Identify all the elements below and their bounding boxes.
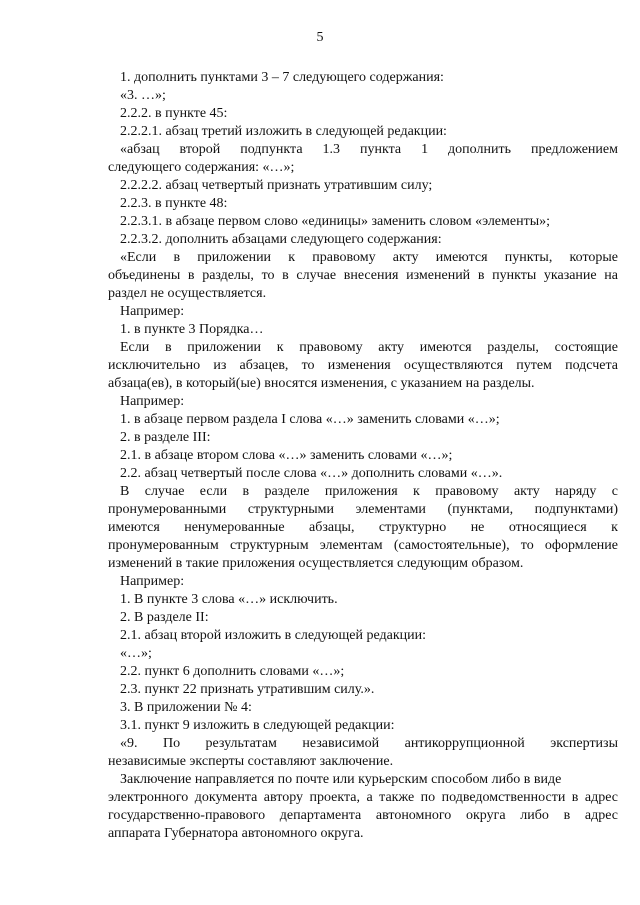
- text-line: аппарата Губернатора автономного округа.: [108, 826, 364, 841]
- text-line: «…»;: [120, 646, 152, 661]
- text-line: следующего содержания: «…»;: [108, 160, 295, 175]
- text-line: 3. В приложении № 4:: [120, 700, 252, 715]
- text-line: 2.3. пункт 22 признать утратившим силу.».: [120, 682, 375, 697]
- text-line: пронумерованными структурными элементами (пунктами, подпунктами): [108, 502, 618, 517]
- document-body: [108, 69, 618, 843]
- text-line: Например:: [120, 304, 185, 319]
- text-line: Например:: [120, 574, 185, 589]
- text-line: 2.2.3.2. дополнить абзацами следующего содержания:: [120, 232, 442, 247]
- text-line: изменений в такие приложения осуществляется следующим образом.: [108, 556, 524, 571]
- text-line: Например:: [120, 394, 185, 409]
- text-line: 2.2. пункт 6 дополнить словами «…»;: [120, 664, 345, 679]
- text-line: «Если в приложении к правовому акту имеются пункты, которые: [120, 250, 618, 265]
- text-line: 2.2.2. в пункте 45:: [120, 106, 228, 121]
- text-line: абзаца(ев), в который(ые) вносятся изменения, с указанием на разделы.: [108, 376, 535, 391]
- text-line: раздел не осуществляется.: [108, 286, 267, 301]
- text-line: электронного документа автору проекта, а также по подведомственности в адрес: [108, 790, 618, 805]
- text-line: 2. в разделе III:: [120, 430, 211, 445]
- text-line: 2.2.3. в пункте 48:: [120, 196, 228, 211]
- text-line: «3. …»;: [120, 88, 166, 103]
- text-line: 2.2.2.1. абзац третий изложить в следующей редакции:: [120, 124, 447, 139]
- text-line: объединены в разделы, то в случае внесения изменений в пункты указание на: [108, 268, 618, 283]
- page-number: 5: [316, 30, 324, 45]
- text-line: 2.1. в абзаце втором слова «…» заменить словами «…»;: [120, 448, 453, 463]
- text-line: 1. дополнить пунктами 3 – 7 следующего содержания:: [120, 70, 444, 85]
- text-line: имеются ненумерованные абзацы, структурно не относящиеся к: [108, 520, 618, 535]
- text-line: пронумерованным структурным элементам (самостоятельные), то оформление: [108, 538, 618, 553]
- text-line: 1. в абзаце первом раздела I слова «…» заменить словами «…»;: [120, 412, 500, 427]
- text-line: 2.1. абзац второй изложить в следующей редакции:: [120, 628, 427, 643]
- text-line: Если в приложении к правовому акту имеются разделы, состоящие: [120, 340, 618, 355]
- text-line: исключительно из абзацев, то изменения осуществляются путем подсчета: [108, 358, 618, 373]
- text-line: Заключение направляется по почте или курьерским способом либо в виде: [120, 772, 562, 787]
- text-line: 2.2.3.1. в абзаце первом слово «единицы» заменить словом «элементы»;: [120, 214, 551, 229]
- text-line: 2.2. абзац четвертый после слова «…» дополнить словами «…».: [120, 466, 503, 481]
- text-line: 2. В разделе II:: [120, 610, 209, 625]
- text-line: «9. По результатам независимой антикоррупционной экспертизы: [120, 736, 618, 751]
- text-line: государственно-правового департамента автономного округа либо в адрес: [108, 808, 618, 823]
- text-line: «абзац второй подпункта 1.3 пункта 1 дополнить предложением: [120, 142, 618, 157]
- text-line: независимые эксперты составляют заключение.: [108, 754, 394, 769]
- text-line: В случае если в разделе приложения к правовому акту наряду с: [120, 484, 618, 499]
- text-line: 1. В пункте 3 слова «…» исключить.: [120, 592, 338, 607]
- text-line: 2.2.2.2. абзац четвертый признать утратившим силу;: [120, 178, 433, 193]
- text-line: 3.1. пункт 9 изложить в следующей редакции:: [120, 718, 395, 733]
- text-line: 1. в пункте 3 Порядка…: [120, 322, 264, 337]
